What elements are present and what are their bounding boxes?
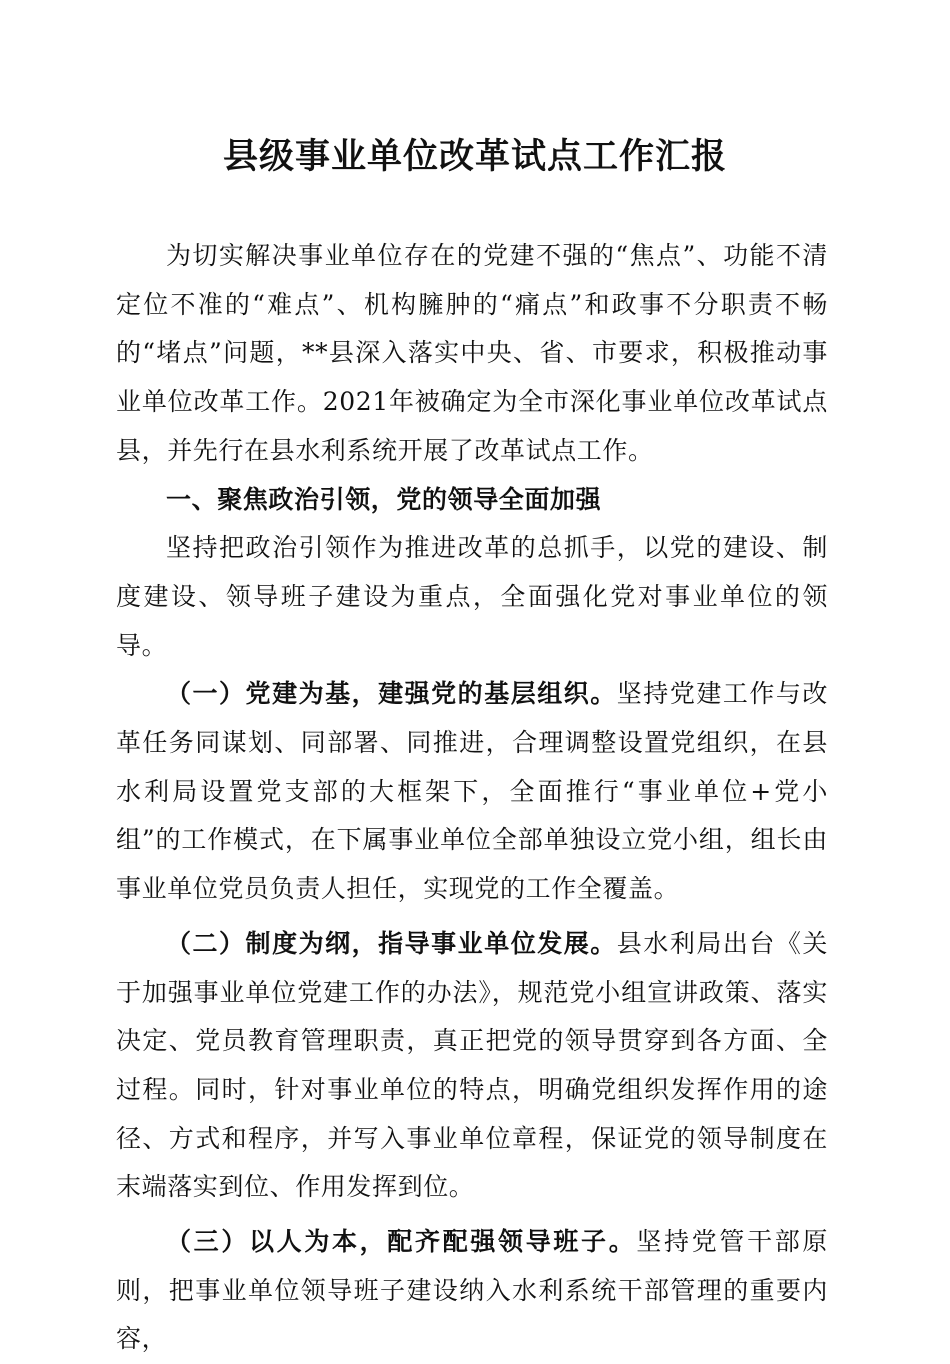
item-lead-3: （三）以人为本，配齐配强领导班子。	[166, 1227, 637, 1257]
item-lead-2: （二）制度为纲，指导事业单位发展。	[166, 928, 617, 958]
item-paragraph-1	[116, 670, 828, 914]
item-text-1: 坚持党建工作与改革任务同谋划、同部署、同推进，合理调整设置党组织，在县水利局设置党支部的大框架下，全面推行“事业单位+党小组”的工作模式，在下属事业单位全部单独设立党小组，组长由事业单位党员负责人担任，实现党的工作全覆盖。	[116, 679, 828, 904]
item-paragraph-2	[116, 920, 828, 1212]
intro-paragraph: 为切实解决事业单位存在的党建不强的“焦点”、功能不清定位不准的“难点”、机构臃肿的“痛点”和政事不分职责不畅的“堵点”问题，**县深入落实中央、省、市要求，积极推动事业单位改革工作。2021年被确定为全市深化事业单位改革试点县，并先行在县水利系统开展了改革试点工作。	[116, 241, 828, 465]
item-paragraph-3	[116, 1218, 828, 1364]
section-summary-paragraph: 坚持把政治引领作为推进改革的总抓手，以党的建设、制度建设、领导班子建设为重点，全面强化党对事业单位的领导。	[116, 533, 828, 660]
document-body	[116, 232, 828, 1364]
item-text-3: 坚持党管干部原则，把事业单位领导班子建设纳入水利系统干部管理的重要内容，	[116, 1227, 829, 1354]
document-title: 县级事业单位改革试点工作汇报	[222, 136, 727, 177]
item-text-2: 县水利局出台《关于加强事业单位党建工作的办法》，规范党小组宣讲政策、落实决定、党员教育管理职责，真正把党的领导贯穿到各方面、全过程。同时，针对事业单位的特点，明确党组织发挥作用的途径、方式和程序，并写入事业单位章程，保证党的领导制度在末端落实到位、作用发挥到位。	[116, 928, 828, 1202]
item-lead-1: （一）党建为基，建强党的基层组织。	[166, 679, 617, 709]
section-heading: 一、聚焦政治引领，党的领导全面加强	[166, 484, 602, 514]
